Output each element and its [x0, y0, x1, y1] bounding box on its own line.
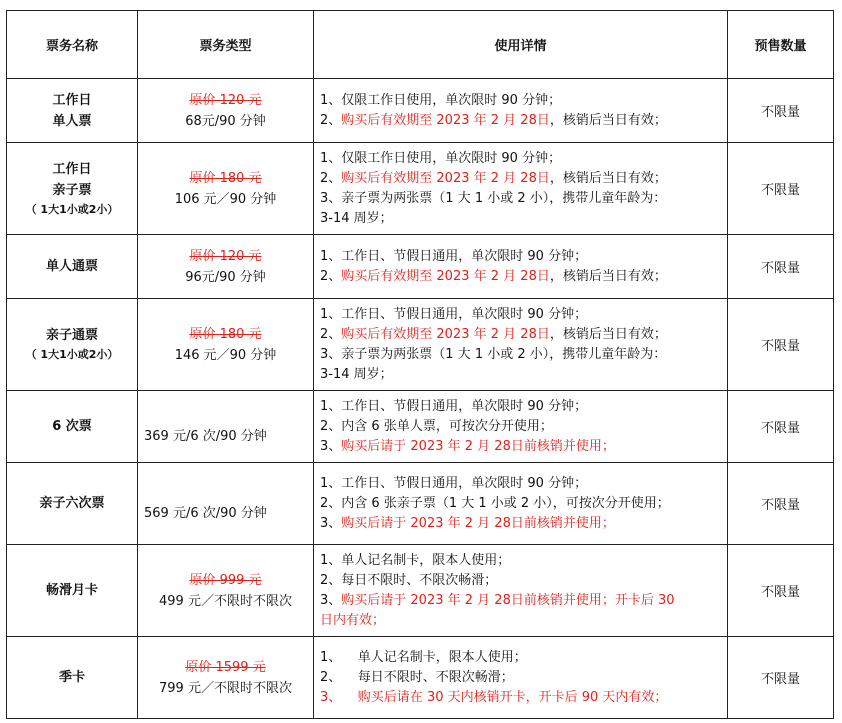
ticket-price [138, 143, 314, 235]
ticket-name [7, 79, 138, 143]
table-row [7, 235, 834, 299]
detail-line [320, 591, 723, 611]
original-price: 原价 180 元 [189, 170, 262, 186]
detail-line-number: 1、 [320, 552, 342, 568]
detail-text: ，核销后当日有效； [549, 170, 667, 186]
ticket-name-line: 单人通票 [45, 259, 98, 274]
ticket-name-sub: （ 1大1小或2小） [25, 202, 119, 216]
table-row [7, 143, 834, 235]
detail-line [320, 494, 723, 514]
sale-price: 96元/90 分钟 [185, 269, 266, 285]
detail-line [320, 688, 723, 708]
usage-details [314, 143, 728, 235]
detail-line-number: 2、 [320, 170, 342, 186]
detail-line-number: 3、 [320, 346, 342, 362]
detail-line-number: 2、 [320, 326, 342, 342]
detail-highlight: 购买后请于 2023 年 2 月 28日前核销并使用； [341, 438, 615, 454]
detail-highlight: 购买后有效期至 2023 年 2 月 28日 [341, 112, 550, 128]
detail-line-number: 2、 [320, 112, 342, 128]
sale-price: 68元/90 分钟 [185, 113, 266, 129]
detail-line [320, 514, 723, 534]
sale-price: 106 元／90 分钟 [174, 191, 277, 207]
ticket-name-sub: （ 1大1小或2小） [25, 348, 119, 361]
detail-line-number: 2、 [320, 495, 342, 511]
detail-text: 工作日、节假日通用，单次限时 90 分钟； [341, 248, 588, 264]
detail-text: 仅限工作日使用，单次限时 90 分钟； [341, 92, 562, 108]
detail-line-number: 2、 [320, 572, 342, 588]
detail-line-number: 1、 [320, 248, 342, 264]
presale-qty: 不限量 [728, 143, 834, 235]
detail-text: ，核销后当日有效； [549, 112, 667, 128]
detail-line [320, 417, 723, 437]
detail-text: 仅限工作日使用，单次限时 90 分钟； [341, 150, 562, 166]
detail-line [320, 474, 723, 494]
detail-line [320, 149, 723, 169]
detail-line [320, 189, 723, 209]
detail-text: 工作日、节假日通用，单次限时 90 分钟； [341, 398, 588, 414]
ticket-price [138, 463, 314, 545]
presale-qty: 不限量 [728, 79, 834, 143]
presale-qty: 不限量 [728, 463, 834, 545]
detail-line-number: 1、 [320, 475, 342, 491]
sale-price: 799 元／不限时不限次 [159, 680, 292, 696]
ticket-name-line: 畅滑月卡 [45, 583, 98, 598]
detail-text: 每日不限时、不限次畅滑； [341, 669, 514, 685]
detail-highlight: 日内有效； [320, 612, 386, 628]
detail-text: 单人记名制卡，限本人使用； [341, 552, 511, 568]
detail-line [320, 668, 723, 688]
detail-line [320, 611, 723, 631]
ticket-table [6, 10, 834, 719]
header-row [7, 11, 834, 79]
detail-line [320, 648, 723, 668]
ticket-name-line: 工作日 [52, 161, 92, 177]
header-ticket-type: 票务类型 [138, 11, 314, 79]
table-row [7, 299, 834, 391]
detail-text: ，核销后当日有效； [549, 268, 667, 284]
header-usage-details: 使用详情 [314, 11, 728, 79]
detail-line [320, 305, 723, 325]
header-presale-qty: 预售数量 [728, 11, 834, 79]
detail-text: 内含 6 张亲子票（1 大 1 小或 2 小），可按次分开使用； [341, 495, 670, 511]
table-row [7, 545, 834, 637]
ticket-name-line: 亲子六次票 [39, 496, 105, 511]
detail-highlight: 购买后有效期至 2023 年 2 月 28日 [341, 170, 550, 186]
detail-line [320, 247, 723, 267]
detail-line [320, 111, 723, 131]
ticket-price [138, 391, 314, 463]
detail-text: 内含 6 张单人票，可按次分开使用； [341, 418, 553, 434]
detail-line [320, 437, 723, 457]
ticket-name [7, 143, 138, 235]
detail-text: 每日不限时、不限次畅滑； [341, 572, 498, 588]
detail-line [320, 571, 723, 591]
ticket-price [138, 79, 314, 143]
ticket-price [138, 235, 314, 299]
detail-line-number: 1、 [320, 92, 342, 108]
detail-text: 亲子票为两张票（1 大 1 小或 2 小），携带儿童年龄为： [341, 346, 667, 362]
detail-line-number: 1、 [320, 150, 342, 166]
detail-line [320, 551, 723, 571]
ticket-name [7, 299, 138, 391]
table-row [7, 637, 834, 719]
original-price: 原价 1599 元 [185, 659, 266, 675]
table-row [7, 79, 834, 143]
detail-line-number: 3、 [320, 689, 342, 705]
ticket-name [7, 545, 138, 637]
detail-highlight: 购买后请于 2023 年 2 月 28日前核销并使用；开卡后 30 [341, 592, 675, 608]
detail-highlight: 购买后有效期至 2023 年 2 月 28日 [341, 268, 550, 284]
presale-qty: 不限量 [728, 545, 834, 637]
detail-line-number: 3、 [320, 438, 342, 454]
ticket-name [7, 235, 138, 299]
detail-text: 单人记名制卡，限本人使用； [341, 649, 527, 665]
usage-details [314, 79, 728, 143]
detail-line [320, 209, 723, 229]
detail-line [320, 267, 723, 287]
sale-price: 569 元/6 次/90 分钟 [144, 506, 267, 521]
detail-line-number: 2、 [320, 268, 342, 284]
presale-qty: 不限量 [728, 637, 834, 719]
original-price: 原价 120 元 [189, 92, 262, 108]
usage-details [314, 299, 728, 391]
detail-line [320, 365, 723, 385]
sale-price: 146 元／90 分钟 [174, 347, 277, 363]
usage-details [314, 637, 728, 719]
detail-highlight: 购买后请在 30 天内核销开卡，开卡后 90 天内有效； [341, 689, 668, 705]
detail-text: ，核销后当日有效； [549, 326, 667, 342]
ticket-price [138, 299, 314, 391]
ticket-name [7, 637, 138, 719]
detail-text: 工作日、节假日通用，单次限时 90 分钟； [341, 475, 588, 491]
detail-text: 工作日、节假日通用，单次限时 90 分钟； [341, 306, 588, 322]
detail-line [320, 169, 723, 189]
detail-line [320, 91, 723, 111]
detail-highlight: 购买后有效期至 2023 年 2 月 28日 [341, 326, 550, 342]
detail-line [320, 397, 723, 417]
sale-price: 499 元／不限时不限次 [159, 593, 292, 609]
presale-qty: 不限量 [728, 391, 834, 463]
ticket-name-line: 工作日 [52, 92, 92, 108]
table-row [7, 463, 834, 545]
table-row [7, 391, 834, 463]
detail-text: 3-14 周岁； [320, 210, 393, 226]
original-price: 原价 180 元 [189, 326, 262, 342]
detail-line-number: 1、 [320, 398, 342, 414]
detail-highlight: 购买后请于 2023 年 2 月 28日前核销并使用； [341, 515, 615, 531]
detail-line [320, 345, 723, 365]
ticket-name-line: 季卡 [58, 670, 85, 685]
usage-details [314, 545, 728, 637]
detail-line-number: 1、 [320, 649, 342, 665]
detail-text: 亲子票为两张票（1 大 1 小或 2 小），携带儿童年龄为： [341, 190, 667, 206]
sale-price: 369 元/6 次/90 分钟 [144, 429, 267, 444]
detail-line [320, 325, 723, 345]
detail-line-number: 1、 [320, 306, 342, 322]
original-price: 原价 999 元 [189, 572, 262, 588]
ticket-name-line: 亲子通票 [45, 328, 98, 343]
presale-qty: 不限量 [728, 235, 834, 299]
presale-qty: 不限量 [728, 299, 834, 391]
header-ticket-name: 票务名称 [7, 11, 138, 79]
usage-details [314, 463, 728, 545]
detail-line-number: 3、 [320, 592, 342, 608]
original-price: 原价 120 元 [189, 248, 262, 264]
detail-line-number: 3、 [320, 515, 342, 531]
ticket-price [138, 545, 314, 637]
ticket-name [7, 463, 138, 545]
ticket-name [7, 391, 138, 463]
detail-line-number: 2、 [320, 418, 342, 434]
ticket-name-line: 单人票 [52, 113, 92, 129]
ticket-price [138, 637, 314, 719]
detail-line-number: 3、 [320, 190, 342, 206]
ticket-name-line: 6 次票 [52, 419, 92, 434]
usage-details [314, 391, 728, 463]
ticket-name-line: 亲子票 [52, 182, 92, 198]
detail-text: 3-14 周岁； [320, 366, 393, 382]
detail-line-number: 2、 [320, 669, 342, 685]
usage-details [314, 235, 728, 299]
